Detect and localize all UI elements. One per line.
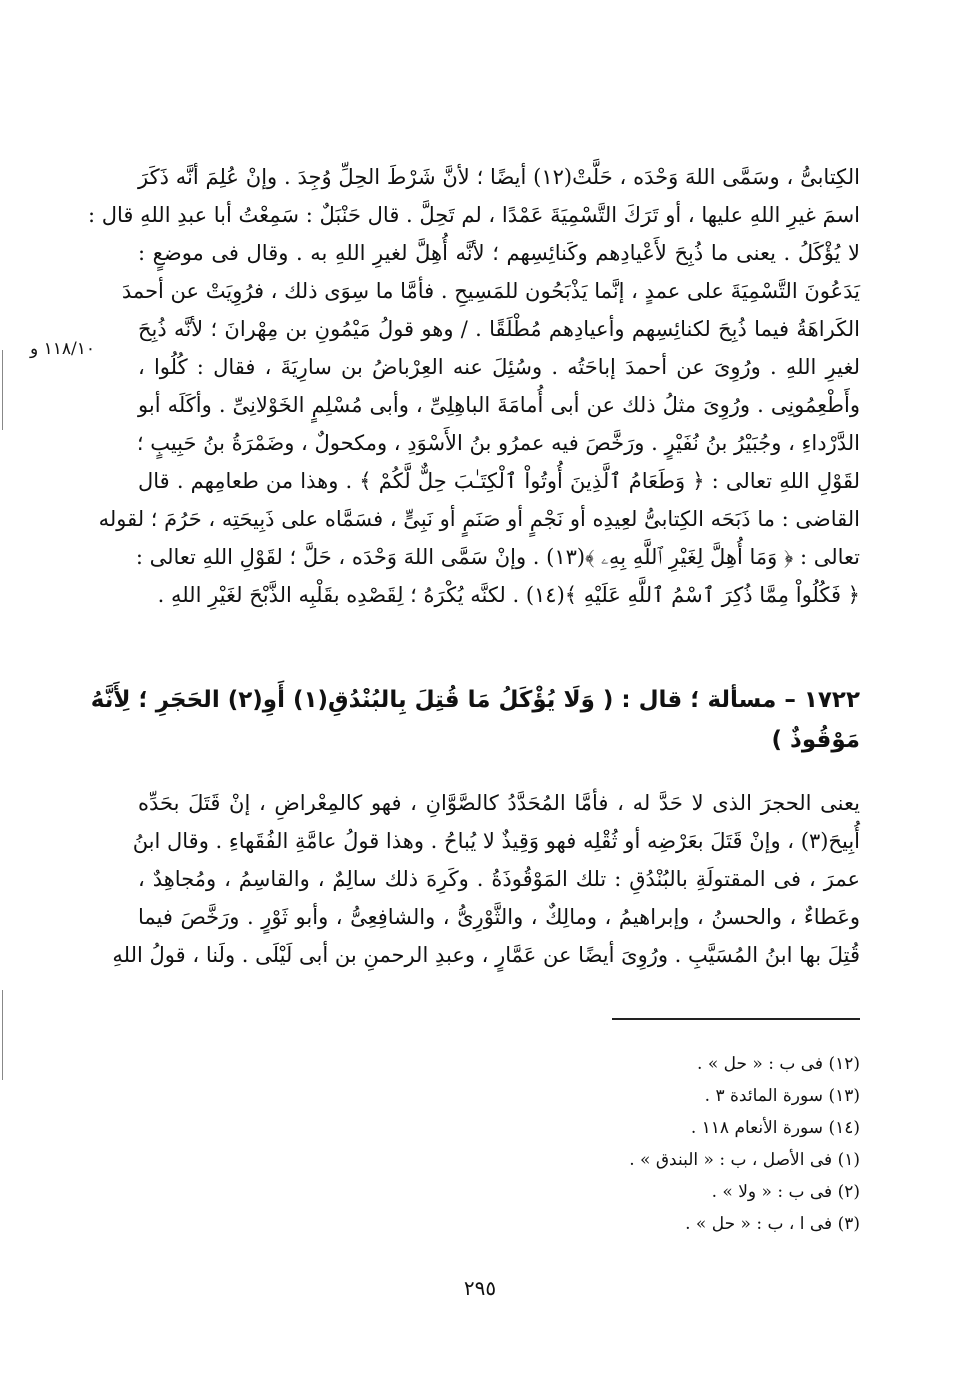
margin-folio-note: ١١٨/١٠ و <box>30 339 96 359</box>
heading-line: مَوْقُوذٌ ) <box>771 727 860 753</box>
text-line: قُتِلَ بها ابنُ المُسَيَّبِ . ورُوِىَ أيضًا عن عَمَّارٍ ، وعبدِ الرحمنِ بن أبى لَيْلَى . ولَنا ، قولُ اللهِ <box>112 943 860 967</box>
text-line: لا يُؤْكَلُ . يعنى ما ذُبِحَ لأَعْيادِهم وكَنائِسِهم ؛ لأنَّه أُهِلَّ لغيرِ اللهِ به . وقال فى موضعٍ : <box>138 241 860 265</box>
text-line: القاضى : ما ذَبَحَه الكِتابىُّ لعِيدِه أو نَجْمٍ أو صَنَمٍ أو نَبِىٍّ ، فسَمَّاه على ذَبِيحَتِه ، حَرُمَ ؛ لقوله <box>98 507 860 531</box>
scan-edge-mark <box>2 350 3 430</box>
footnotes <box>500 1048 860 1240</box>
footnote: (١٤) سورة الأنعام ١١٨ . <box>690 1118 860 1138</box>
footnote: (١٣) سورة المائدة ٣ . <box>704 1086 860 1106</box>
text-line: وأَطْعِمُونِى . ورُوِىَ مثلُ ذلك عن أبى أُمامَةَ الباهِلِىِّ ، وأبى مُسْلِمٍ الخَوْلانِىِّ . وأكَلَه أبو <box>138 393 860 417</box>
text-line: يَدَعُونَ التَّسْمِيَةَ على عمدٍ ، إنَّما يَذْبَحُون للمَسِيحِ . فأمَّا ما سِوَى ذلك ، فرُوِيَتْ عن أحمدَ <box>121 279 860 303</box>
text-line: أُبِيحَ(٣) ، وإنْ قَتَلَ بعَرْضِه أو ثُقْلِه فهو وَقِيذٌ لا يُباحُ . وهذا قولُ عامَّةِ الفُقَهاءِ . وقال ابنُ <box>132 829 860 853</box>
masala-heading <box>90 680 860 760</box>
page-number: ٢٩٥ <box>463 1276 497 1300</box>
text-line: الكِتابىُّ ، وسَمَّى اللهَ وَحْدَه ، حَلَّتْ(١٢) أيضًا ؛ لأنَّ شَرْطَ الحِلِّ وُجِدَ . وإنْ عُلِمَ أنَّه ذَكَرَ <box>138 165 860 189</box>
text-line: تعالى : ﴿ وَمَا أُهِلَّ لِغَيْرِ ٱللَّهِ بِهِۦ ﴾(١٣) . وإنْ سَمَّى اللهَ وَحْدَه ، حَلَّ ؛ لقَوْلِ اللهِ تعالى : <box>135 545 860 569</box>
text-line: يعنى الحجرَ الذى لا حَدَّ له ، فأمَّا المُحَدَّدُ كالصَّوَّانِ ، فهو كالمِعْراضِ ، إنْ قَتَلَ بحَدِّه <box>138 791 860 815</box>
paragraph-1 <box>87 158 860 614</box>
footnote: (١٢) فى ب : « حل » . <box>697 1054 860 1074</box>
footnote-separator <box>612 1018 860 1020</box>
footnote: (١) فى الأصل ، ب : « البندق » . <box>629 1150 860 1170</box>
footnote: (٣) فى ا ، ب : « حل » . <box>685 1214 860 1234</box>
text-line: الدَّرْداءِ ، وجُبَيْرُ بنُ نُفَيْرٍ . ورَخَّصَ فيه عمرُو بنُ الأَسْوَدِ ، ومكحولٌ ، وضَمْرَةُ بنُ حَبِيبٍ ؛ <box>136 431 860 455</box>
text-line: اسمَ غيرِ اللهِ عليها ، أو تَرَكَ التَّسْمِيَةَ عَمْدًا ، لم تَحِلَّ . قال حَنْبَلٌ : سَمِعْتُ أبا عبدِ اللهِ قال : <box>87 203 860 227</box>
scan-edge-mark <box>2 990 3 1080</box>
text-line: الكَراهَةُ فيما ذُبِحَ لكنائِسِهم وأعيادِهم مُطْلَقًا . / وهو قولُ مَيْمُونِ بن مِهْرانَ ؛ لأنَّه ذُبِحَ <box>138 317 860 341</box>
paragraph-2 <box>112 784 860 974</box>
heading-line: ١٧٢٢ – مسألة ؛ قال : ( وَلَا يُؤْكَلُ مَا قُتِلَ بِالبُنْدُقِ(١) أَوِ(٢) الحَجَرِ ؛ لِأَنَّهُ <box>90 687 860 713</box>
text-line: ﴿ فَكُلُواْ مِمَّا ذُكِرَ ٱسْمُ ٱللَّهِ عَلَيْهِ ﴾(١٤) . لكنَّه يُكْرَهُ ؛ لِقَصْدِه بقَلْبِه الذَّبْحَ لغَيْرِ اللهِ . <box>157 583 860 607</box>
footnote: (٢) فى ب : « ولا » . <box>711 1182 860 1202</box>
text-line: وعَطاءٌ ، والحسنُ ، وإبراهيمُ ، ومالِكٌ ، والثَّوْرِىُّ ، والشافِعِىُّ ، وأبو ثَوْرٍ . ورَخَّصَ فيما <box>138 905 860 929</box>
text-line: لقَوْلِ اللهِ تعالى : ﴿ وَطَعَامُ ٱلَّذِينَ أُوتُواْ ٱلْكِتَـٰبَ حِلٌّ لَّكُمْ ﴾ . وهذا من طعامِهم . قال <box>138 469 860 493</box>
text-line: لغيرِ اللهِ . ورُوِىَ عن أحمدَ إباحَتُه . وسُئِلَ عنه العِرْباضُ بن سارِيَةَ ، فقال : كُلُوا ، <box>138 355 860 379</box>
text-line: عمرَ ، فى المقتولَةِ بالبُنْدُقِ : تلك المَوْقُوذَةُ . وكَرِهَ ذلك سالِمٌ ، والقاسِمُ ، ومُجاهِدٌ ، <box>138 867 860 891</box>
